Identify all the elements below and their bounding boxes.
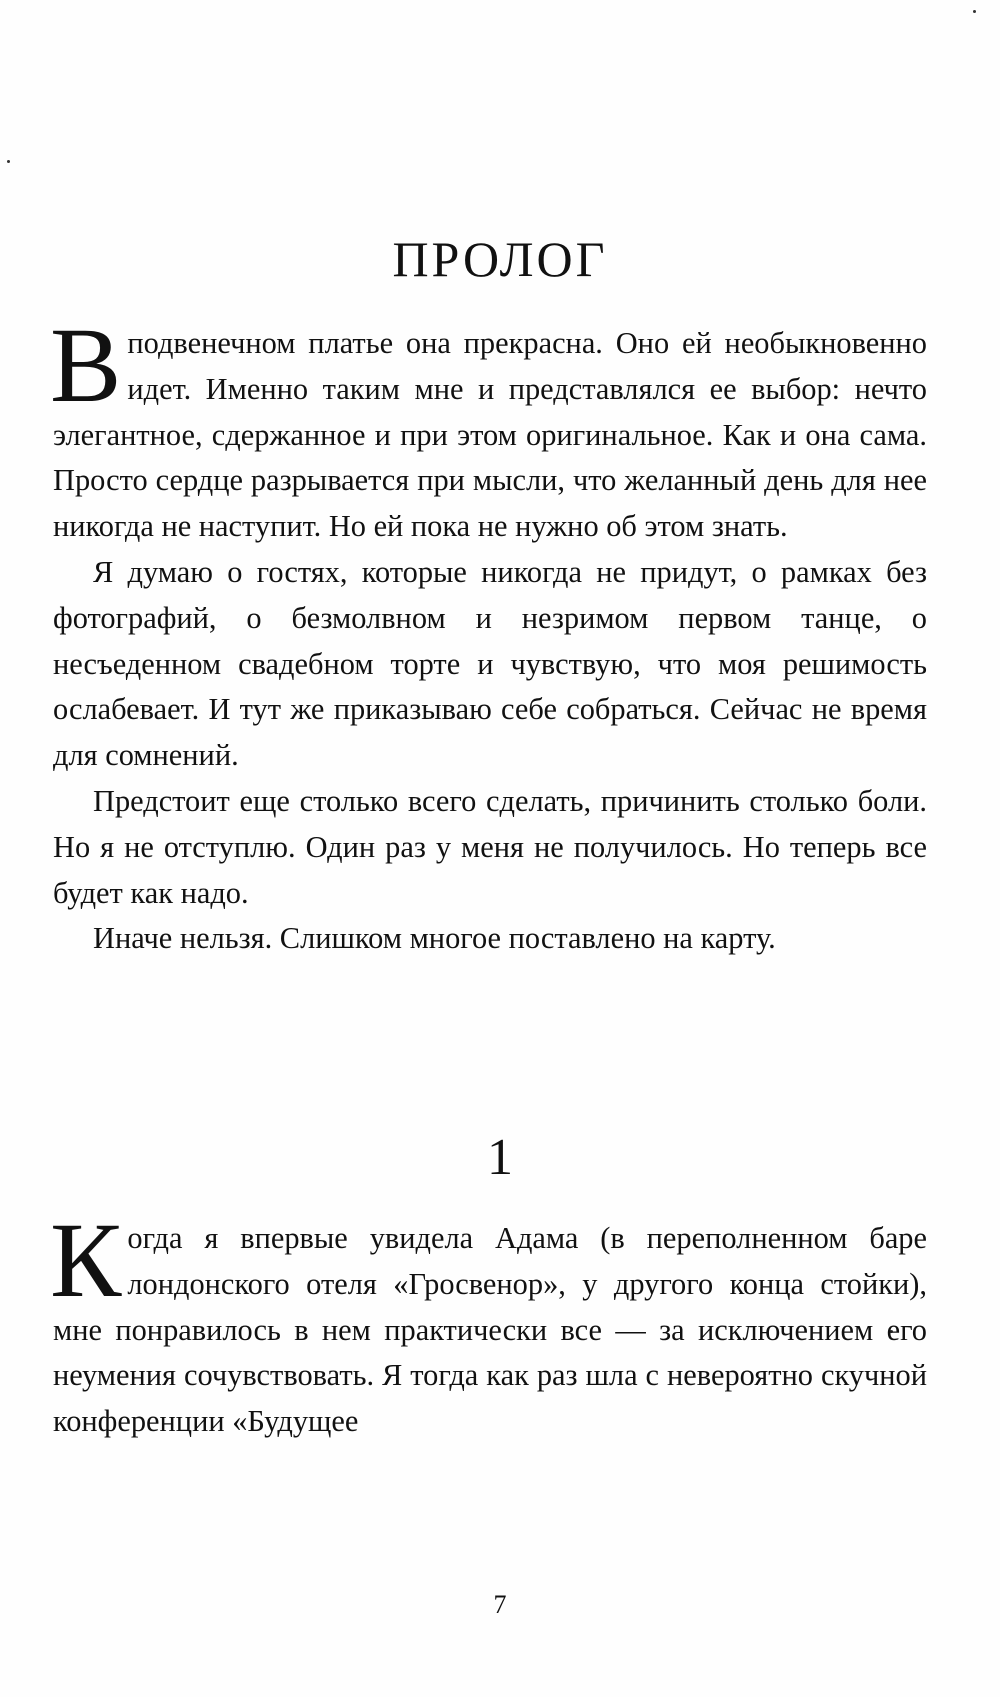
prologue-paragraph-text: подвенечном платье она прекрасна. Оно ей необыкновенно идет. Именно таким мне и представлялся ее выбор: нечто элегантное, сдержанное и при этом оригинальное. Как и она сама. Просто сердце разрывается при мысли, что желанный день для нее никогда не наступит. Но ей пока не нужно об этом знать. — [53, 326, 927, 544]
prologue-title: ПРОЛОГ — [392, 231, 608, 287]
prologue-dropcap: В — [50, 307, 122, 425]
chapter-dropcap: К — [50, 1202, 122, 1320]
scan-speck — [973, 10, 976, 13]
chapter-text — [50, 1202, 927, 1445]
prologue-paragraph: Я думаю о гостях, которые никогда не придут, о рамках без фотографий, о безмолвном и незримом первом танце, о несъеденном свадебном торте и чувствую, что моя решимость ослабевает. И тут же приказываю себе собраться. Сейчас не время для сомнений. — [53, 554, 927, 773]
page-number: 7 — [493, 1590, 507, 1619]
scan-speck — [7, 160, 10, 163]
prologue-paragraph: Иначе нельзя. Слишком многое поставлено на карту. — [93, 921, 776, 956]
chapter-paragraph — [50, 1202, 927, 1445]
prologue-text — [50, 307, 927, 962]
chapter-paragraph-text: огда я впервые увидела Адама (в переполненном баре лондонского отеля «Гросвенор», у другого конца стойки), мне понравилось в нем практически все — за исключением его неумения сочувствовать. Я тогда как раз шла с невероятно скучной конференции «Будущее — [53, 1221, 927, 1439]
prologue-paragraph — [50, 307, 927, 550]
chapter-number: 1 — [487, 1129, 513, 1186]
prologue-paragraph: Предстоит еще столько всего сделать, причинить столько боли. Но я не отступлю. Один раз у меня не получилось. Но теперь все будет как надо. — [53, 783, 927, 910]
